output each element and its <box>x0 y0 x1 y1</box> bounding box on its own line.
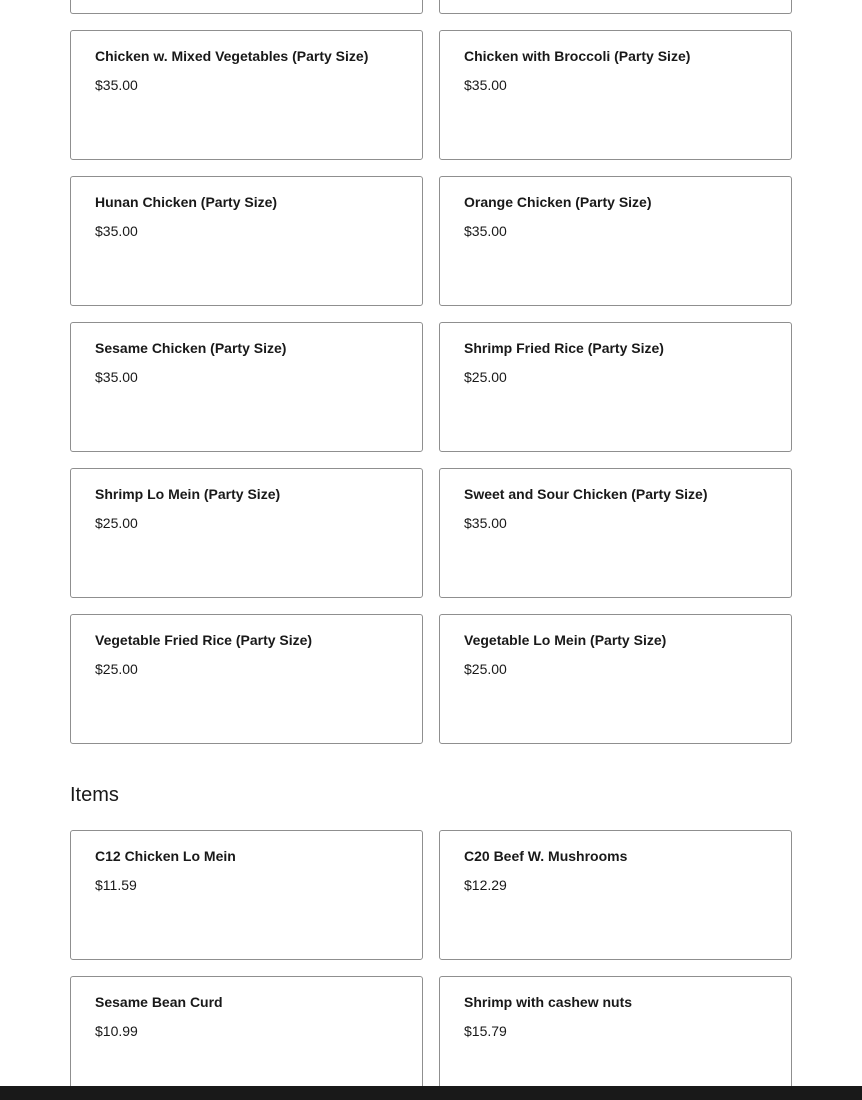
menu-item-price: $11.59 <box>95 877 137 893</box>
menu-item-card[interactable] <box>70 322 423 452</box>
menu-item-card[interactable] <box>439 976 792 1100</box>
menu-item-price: $35.00 <box>464 77 507 93</box>
menu-item-card[interactable] <box>70 614 423 744</box>
menu-item-name: Vegetable Lo Mein (Party Size) <box>464 632 667 648</box>
menu-item-card[interactable] <box>439 468 792 598</box>
menu-item-price: $25.00 <box>95 515 138 531</box>
items-menu-grid <box>70 830 792 1100</box>
menu-item-name: Chicken with Broccoli (Party Size) <box>464 48 691 64</box>
menu-item-card-cutoff[interactable] <box>439 0 792 14</box>
menu-item-name: Orange Chicken (Party Size) <box>464 194 652 210</box>
menu-item-price: $25.00 <box>95 661 138 677</box>
menu-item-card-cutoff[interactable] <box>70 0 423 14</box>
menu-item-name: C12 Chicken Lo Mein <box>95 848 236 864</box>
menu-item-price: $35.00 <box>95 77 138 93</box>
menu-item-card[interactable] <box>70 468 423 598</box>
menu-item-card[interactable] <box>439 830 792 960</box>
bottom-bar <box>0 1086 862 1100</box>
menu-item-price: $15.79 <box>464 1023 507 1039</box>
menu-item-price: $10.99 <box>95 1023 138 1039</box>
menu-item-name: Sweet and Sour Chicken (Party Size) <box>464 486 708 502</box>
menu-item-price: $35.00 <box>95 223 138 239</box>
menu-item-name: Vegetable Fried Rice (Party Size) <box>95 632 313 648</box>
menu-item-card[interactable] <box>70 176 423 306</box>
menu-item-name: Chicken w. Mixed Vegetables (Party Size) <box>95 48 369 64</box>
menu-item-name: Sesame Bean Curd <box>95 994 223 1010</box>
menu-item-name: Shrimp Fried Rice (Party Size) <box>464 340 664 356</box>
menu-item-name: Shrimp with cashew nuts <box>464 994 633 1010</box>
menu-item-name: C20 Beef W. Mushrooms <box>464 848 628 864</box>
menu-item-price: $35.00 <box>95 369 138 385</box>
menu-item-card[interactable] <box>70 976 423 1100</box>
party-size-menu-grid <box>70 0 792 744</box>
menu-item-card[interactable] <box>439 614 792 744</box>
menu-item-price: $25.00 <box>464 661 507 677</box>
menu-item-name: Hunan Chicken (Party Size) <box>95 194 278 210</box>
section-title-items: Items <box>70 784 119 806</box>
menu-item-price: $25.00 <box>464 369 507 385</box>
menu-item-card[interactable] <box>70 830 423 960</box>
menu-item-price: $12.29 <box>464 877 507 893</box>
menu-item-name: Shrimp Lo Mein (Party Size) <box>95 486 281 502</box>
menu-item-price: $35.00 <box>464 223 507 239</box>
menu-item-card[interactable] <box>439 322 792 452</box>
menu-item-card[interactable] <box>439 176 792 306</box>
menu-item-price: $35.00 <box>464 515 507 531</box>
menu-item-card[interactable] <box>70 30 423 160</box>
menu-item-card[interactable] <box>439 30 792 160</box>
menu-item-name: Sesame Chicken (Party Size) <box>95 340 287 356</box>
